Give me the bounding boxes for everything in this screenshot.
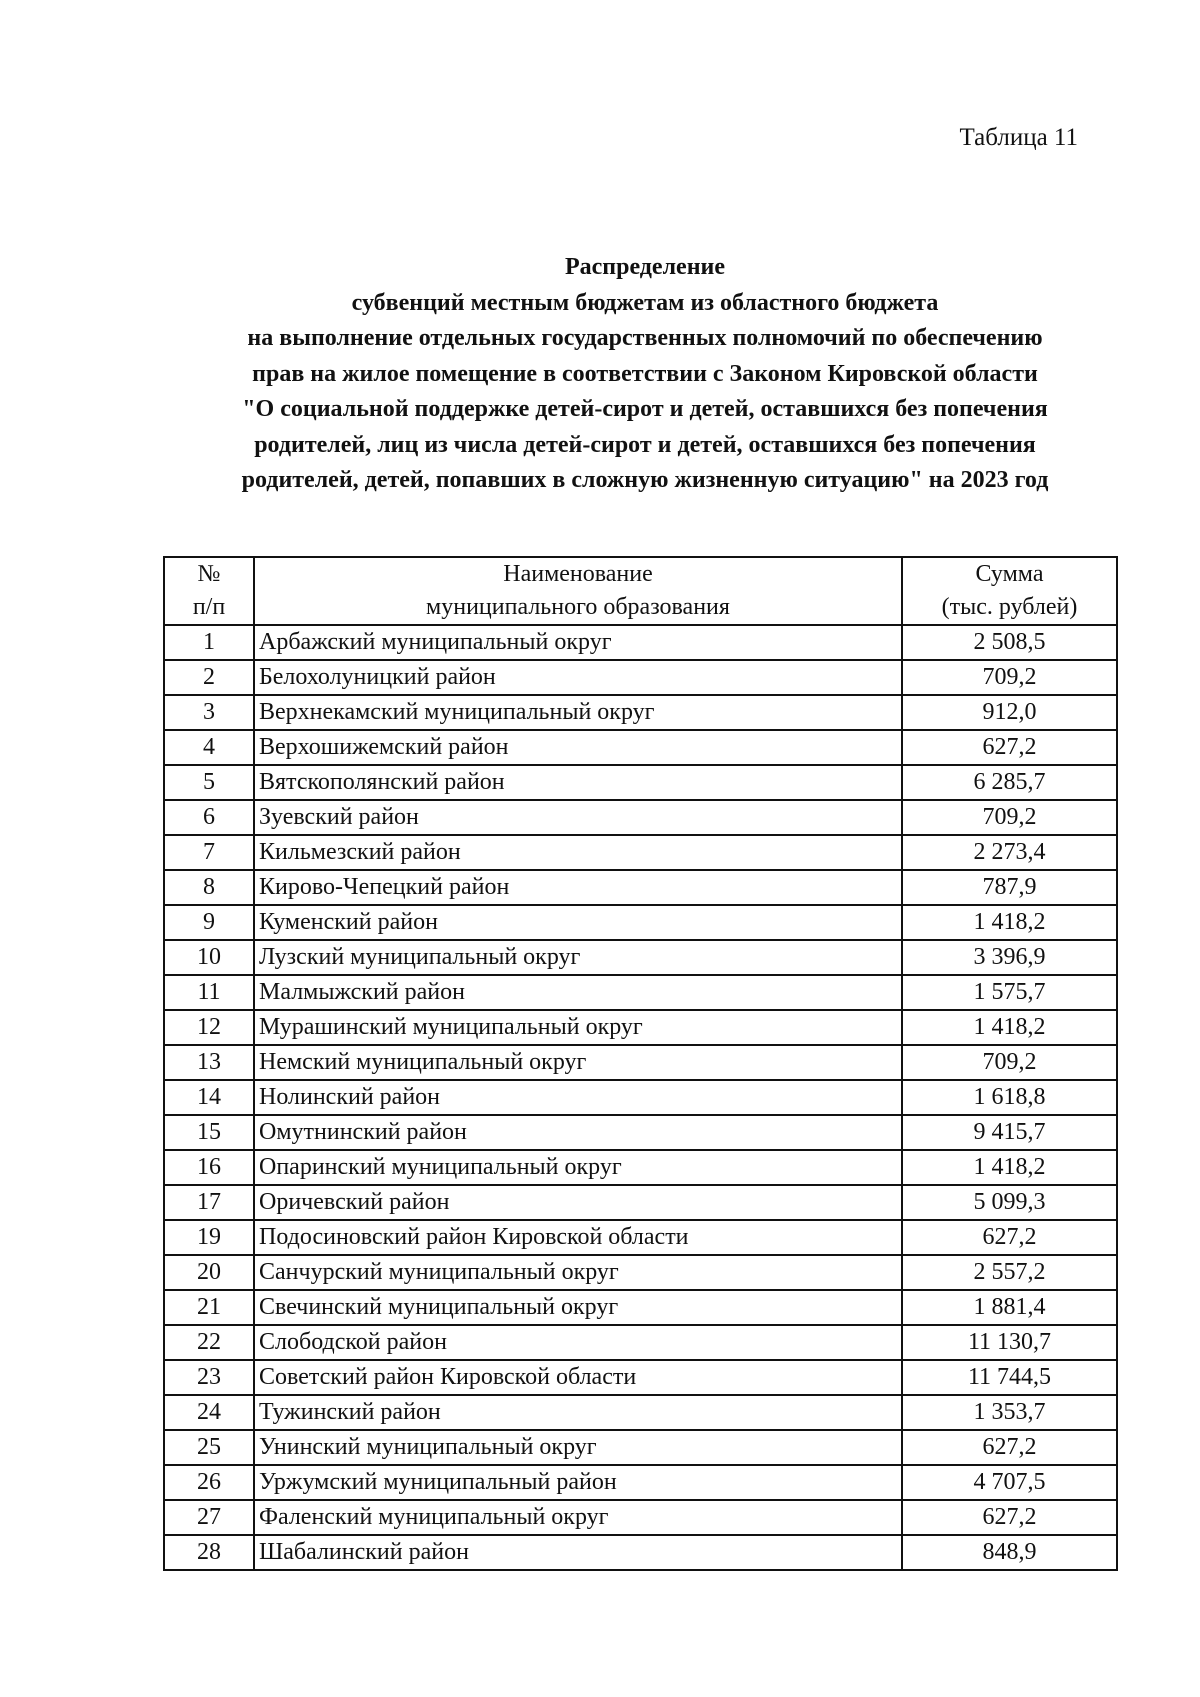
table-row [164,1360,1117,1395]
table-row [164,695,1117,730]
subsidy-table [163,556,1118,1571]
row-amount: 5 099,3 [902,1185,1117,1220]
row-number: 13 [164,1045,254,1080]
row-amount: 1 881,4 [902,1290,1117,1325]
row-municipality-name: Зуевский район [254,800,902,835]
row-amount: 11 744,5 [902,1360,1117,1395]
row-municipality-name: Верхошижемский район [254,730,902,765]
header-number [164,557,254,625]
title-line: "О социальной поддержке детей-сирот и детей, оставшихся без попечения [242,396,1048,422]
row-amount: 787,9 [902,870,1117,905]
row-amount: 627,2 [902,1500,1117,1535]
row-amount: 1 418,2 [902,1010,1117,1045]
row-municipality-name: Санчурский муниципальный округ [254,1255,902,1290]
row-amount: 627,2 [902,1430,1117,1465]
header-sum [902,557,1117,625]
row-number: 24 [164,1395,254,1430]
table-row [164,905,1117,940]
document-title [170,250,1120,499]
row-amount: 1 418,2 [902,905,1117,940]
row-municipality-name: Кильмезский район [254,835,902,870]
row-municipality-name: Подосиновский район Кировской области [254,1220,902,1255]
row-number: 7 [164,835,254,870]
header-sum-line: Сумма [975,561,1044,587]
table-row [164,730,1117,765]
row-amount: 912,0 [902,695,1117,730]
header-name [254,557,902,625]
row-municipality-name: Фаленский муниципальный округ [254,1500,902,1535]
row-number: 21 [164,1290,254,1325]
row-municipality-name: Кирово-Чепецкий район [254,870,902,905]
table-row [164,1045,1117,1080]
table-row [164,940,1117,975]
table-row [164,1325,1117,1360]
table-row [164,625,1117,660]
subsidy-table-container [163,556,1116,1571]
row-number: 1 [164,625,254,660]
title-line: родителей, лиц из числа детей-сирот и детей, оставшихся без попечения [254,431,1036,458]
row-municipality-name: Верхнекамский муниципальный округ [254,695,902,730]
row-number: 14 [164,1080,254,1115]
row-number: 25 [164,1430,254,1465]
row-amount: 709,2 [902,800,1117,835]
row-municipality-name: Советский район Кировской области [254,1360,902,1395]
row-number: 28 [164,1535,254,1570]
row-number: 20 [164,1255,254,1290]
row-municipality-name: Слободской район [254,1325,902,1360]
table-row [164,975,1117,1010]
row-number: 2 [164,660,254,695]
row-amount: 2 557,2 [902,1255,1117,1290]
row-amount: 1 575,7 [902,975,1117,1010]
row-amount: 1 418,2 [902,1150,1117,1185]
table-row [164,1185,1117,1220]
row-municipality-name: Немский муниципальный округ [254,1045,902,1080]
table-row [164,1115,1117,1150]
row-amount: 2 508,5 [902,625,1117,660]
table-row [164,1535,1117,1570]
table-row [164,1500,1117,1535]
table-row [164,1430,1117,1465]
row-number: 8 [164,870,254,905]
header-name-line: Наименование [503,561,653,587]
title-line: Распределение [564,254,726,280]
row-number: 3 [164,695,254,730]
row-municipality-name: Опаринский муниципальный округ [254,1150,902,1185]
row-municipality-name: Малмыжский район [254,975,902,1010]
row-number: 16 [164,1150,254,1185]
row-amount: 9 415,7 [902,1115,1117,1150]
row-municipality-name: Нолинский район [254,1080,902,1115]
table-body [164,625,1117,1570]
row-number: 22 [164,1325,254,1360]
row-municipality-name: Уржумский муниципальный район [254,1465,902,1500]
table-row [164,800,1117,835]
row-municipality-name: Свечинский муниципальный округ [254,1290,902,1325]
row-municipality-name: Шабалинский район [254,1535,902,1570]
row-amount: 627,2 [902,1220,1117,1255]
title-line: на выполнение отдельных государственных полномочий по обеспечению [247,325,1043,351]
header-number-line: п/п [192,594,226,620]
table-row [164,1010,1117,1045]
row-amount: 1 618,8 [902,1080,1117,1115]
row-amount: 709,2 [902,660,1117,695]
row-municipality-name: Оричевский район [254,1185,902,1220]
table-row [164,1080,1117,1115]
row-number: 4 [164,730,254,765]
title-line: субвенций местным бюджетам из областного бюджета [351,289,939,316]
table-row [164,1220,1117,1255]
row-number: 26 [164,1465,254,1500]
row-municipality-name: Белохолуницкий район [254,660,902,695]
row-number: 27 [164,1500,254,1535]
row-number: 12 [164,1010,254,1045]
table-row [164,1150,1117,1185]
row-number: 10 [164,940,254,975]
row-number: 19 [164,1220,254,1255]
title-line: прав на жилое помещение в соответствии с Законом Кировской области [252,360,1038,387]
row-number: 15 [164,1115,254,1150]
header-number-line: № [197,561,221,587]
header-name-line: муниципального образования [426,594,730,620]
table-row [164,870,1117,905]
row-amount: 4 707,5 [902,1465,1117,1500]
header-sum-line: (тыс. рублей) [941,594,1078,620]
row-number: 17 [164,1185,254,1220]
table-row [164,1290,1117,1325]
row-municipality-name: Тужинский район [254,1395,902,1430]
row-amount: 6 285,7 [902,765,1117,800]
row-amount: 1 353,7 [902,1395,1117,1430]
table-row [164,660,1117,695]
row-amount: 709,2 [902,1045,1117,1080]
row-amount: 3 396,9 [902,940,1117,975]
row-amount: 2 273,4 [902,835,1117,870]
table-row [164,1255,1117,1290]
row-number: 11 [164,975,254,1010]
table-row [164,835,1117,870]
table-row [164,1395,1117,1430]
row-municipality-name: Арбажский муниципальный округ [254,625,902,660]
row-number: 6 [164,800,254,835]
row-number: 5 [164,765,254,800]
row-number: 9 [164,905,254,940]
row-municipality-name: Куменский район [254,905,902,940]
table-row [164,1465,1117,1500]
row-amount: 848,9 [902,1535,1117,1570]
row-municipality-name: Мурашинский муниципальный округ [254,1010,902,1045]
table-row [164,765,1117,800]
row-amount: 627,2 [902,730,1117,765]
row-municipality-name: Вятскополянский район [254,765,902,800]
table-header-row [164,557,1117,625]
row-municipality-name: Омутнинский район [254,1115,902,1150]
row-number: 23 [164,1360,254,1395]
row-municipality-name: Лузский муниципальный округ [254,940,902,975]
table-number-label: Таблица 11 [959,124,1078,151]
row-amount: 11 130,7 [902,1325,1117,1360]
row-municipality-name: Унинский муниципальный округ [254,1430,902,1465]
title-line: родителей, детей, попавших в сложную жизненную ситуацию" на 2023 год [241,467,1049,493]
